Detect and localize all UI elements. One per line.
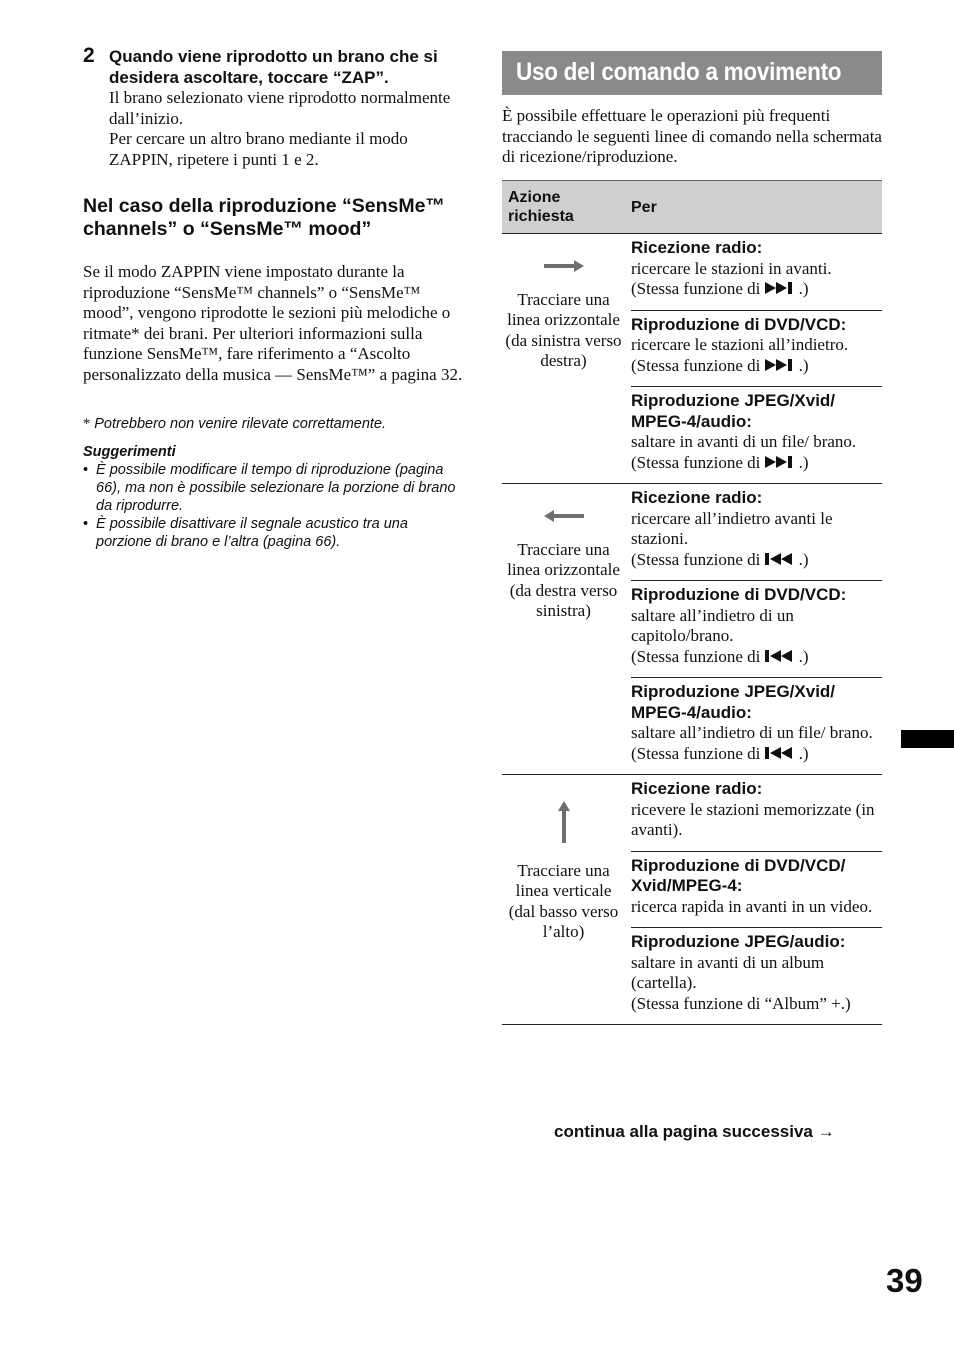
tips-box xyxy=(83,443,463,551)
purpose-item xyxy=(631,484,882,581)
purpose-text: ricercare le stazioni in avanti. xyxy=(631,258,832,278)
continue-note xyxy=(554,1122,835,1142)
purpose-title: Riproduzione di DVD/VCD: xyxy=(631,314,847,334)
action-label: Tracciare una linea orizzontale (da sinistra verso destra) xyxy=(505,289,622,370)
table-row xyxy=(502,775,882,1025)
next-track-icon xyxy=(765,279,799,298)
purpose-title: Riproduzione JPEG/Xvid/ MPEG-4/audio: xyxy=(631,391,836,431)
same-function-note xyxy=(631,647,882,668)
same-function-note xyxy=(631,744,882,765)
previous-track-icon xyxy=(765,647,799,666)
same-function-note xyxy=(631,453,882,474)
tip-item: • È possibile modificare il tempo di riproduzione (pagina 66), ma non è possibile selezionare la porzione di brano da riprodurre. xyxy=(83,461,463,515)
continue-label: continua alla pagina successiva xyxy=(554,1122,813,1141)
action-label: Tracciare una linea verticale (dal basso verso l’alto) xyxy=(508,860,619,941)
action-cell xyxy=(502,775,625,1025)
note-prefix: (Stessa funzione di xyxy=(631,549,765,569)
arrow-left-icon xyxy=(542,508,586,530)
purpose-item xyxy=(631,852,882,929)
section-banner xyxy=(502,51,882,95)
tips-title: Suggerimenti xyxy=(83,444,176,460)
note-suffix: .) xyxy=(798,452,809,472)
same-function-note xyxy=(631,550,882,571)
purpose-item xyxy=(631,928,882,1024)
column-header-purpose: Per xyxy=(625,181,882,234)
purpose-title: Riproduzione JPEG/Xvid/ MPEG-4/audio: xyxy=(631,682,836,722)
purpose-cell xyxy=(625,484,882,775)
purpose-text: ricercare le stazioni all’indietro. xyxy=(631,335,849,354)
purpose-item xyxy=(631,387,882,483)
note-prefix: (Stessa funzione di “Album” +.) xyxy=(631,993,851,1013)
purpose-title: Ricezione radio: xyxy=(631,238,763,257)
purpose-cell xyxy=(625,775,882,1025)
note-prefix: (Stessa funzione di xyxy=(631,452,765,472)
banner-title: Uso del comando a movimento xyxy=(516,58,842,86)
side-tab-marker xyxy=(901,730,954,748)
purpose-title: Ricezione radio: xyxy=(631,779,763,798)
same-function-note xyxy=(631,279,882,300)
arrow-up-icon xyxy=(555,799,573,851)
tips-list xyxy=(83,461,463,551)
step-text-2: Per cercare un altro brano mediante il modo ZAPPIN, ripetere i punti 1 e 2. xyxy=(109,129,408,169)
table-row xyxy=(502,484,882,775)
note-prefix: (Stessa funzione di xyxy=(631,743,765,763)
next-track-icon xyxy=(765,453,799,472)
previous-track-icon xyxy=(765,550,799,569)
purpose-item xyxy=(631,581,882,678)
purpose-text: ricercare all’indietro avanti le stazioni. xyxy=(631,508,833,548)
step-block xyxy=(109,46,469,170)
note-suffix: .) xyxy=(798,279,809,298)
purpose-text: saltare all’indietro di un file/ brano. xyxy=(631,723,873,742)
note-prefix: (Stessa funzione di xyxy=(631,355,765,375)
section-body: Se il modo ZAPPIN viene impostato durante la riproduzione “SensMe™ channels” o “SensMe™ mood”, vengono riprodotte le sezioni più melodiche o ritmate* dei brani. Per ulteriori informazioni sulla funzione SensMe™, fare riferimento a “Ascolto personalizzato della musica — SensMe™” a pagina 32. xyxy=(83,262,463,384)
purpose-title: Riproduzione JPEG/audio: xyxy=(631,932,846,951)
section-heading: Nel caso della riproduzione “SensMe™ channels” o “SensMe™ mood” xyxy=(83,195,445,240)
table-row xyxy=(502,234,882,484)
purpose-item xyxy=(631,311,882,388)
purpose-item xyxy=(631,234,882,311)
motion-command-table xyxy=(502,180,882,1025)
note-prefix: (Stessa funzione di xyxy=(631,646,765,666)
tip-item: • È possibile disattivare il segnale acustico tra una porzione di brano e l’altra (pagina 66). xyxy=(83,515,463,551)
step-heading: Quando viene riprodotto un brano che si desidera ascoltare, toccare “ZAP”. xyxy=(109,47,438,87)
step-number: 2 xyxy=(83,44,95,67)
purpose-title: Ricezione radio: xyxy=(631,488,763,507)
purpose-text: ricerca rapida in avanti in un video. xyxy=(631,896,873,916)
note-suffix: .) xyxy=(798,743,809,763)
purpose-text: ricevere le stazioni memorizzate (in avanti). xyxy=(631,799,875,839)
note-suffix: .) xyxy=(798,355,809,375)
intro-text: È possibile effettuare le operazioni più frequenti tracciando le seguenti linee di comando nella schermata di ricezione/riproduzione. xyxy=(502,106,882,166)
same-function-note xyxy=(631,994,882,1015)
footnote xyxy=(83,416,463,433)
purpose-title: Riproduzione di DVD/VCD: xyxy=(631,585,847,604)
purpose-text: saltare all’indietro di un capitolo/brano. xyxy=(631,605,794,645)
action-cell xyxy=(502,234,625,484)
page-number: 39 xyxy=(886,1262,923,1299)
note-suffix: .) xyxy=(798,549,809,569)
continue-arrow-icon: → xyxy=(817,1122,835,1141)
footnote-text: Potrebbero non venire rilevate correttamente. xyxy=(94,416,387,432)
purpose-item xyxy=(631,775,882,852)
purpose-text: saltare in avanti di un album (cartella). xyxy=(631,952,825,992)
same-function-note xyxy=(631,356,882,377)
purpose-cell xyxy=(625,234,882,484)
footnote-marker: * xyxy=(83,416,91,432)
next-track-icon xyxy=(765,356,799,375)
action-cell xyxy=(502,484,625,775)
column-header-action: Azione richiesta xyxy=(502,181,625,234)
purpose-title: Riproduzione di DVD/VCD/ Xvid/MPEG-4: xyxy=(631,855,846,895)
purpose-text: saltare in avanti di un file/ brano. xyxy=(631,432,857,451)
note-prefix: (Stessa funzione di xyxy=(631,279,765,298)
note-suffix: .) xyxy=(798,646,809,666)
previous-track-icon xyxy=(765,744,799,763)
action-label: Tracciare una linea orizzontale (da destra verso sinistra) xyxy=(507,539,620,620)
purpose-item xyxy=(631,678,882,774)
step-text-1: Il brano selezionato viene riprodotto normalmente dall’inizio. xyxy=(109,88,451,128)
arrow-right-icon xyxy=(542,258,586,280)
